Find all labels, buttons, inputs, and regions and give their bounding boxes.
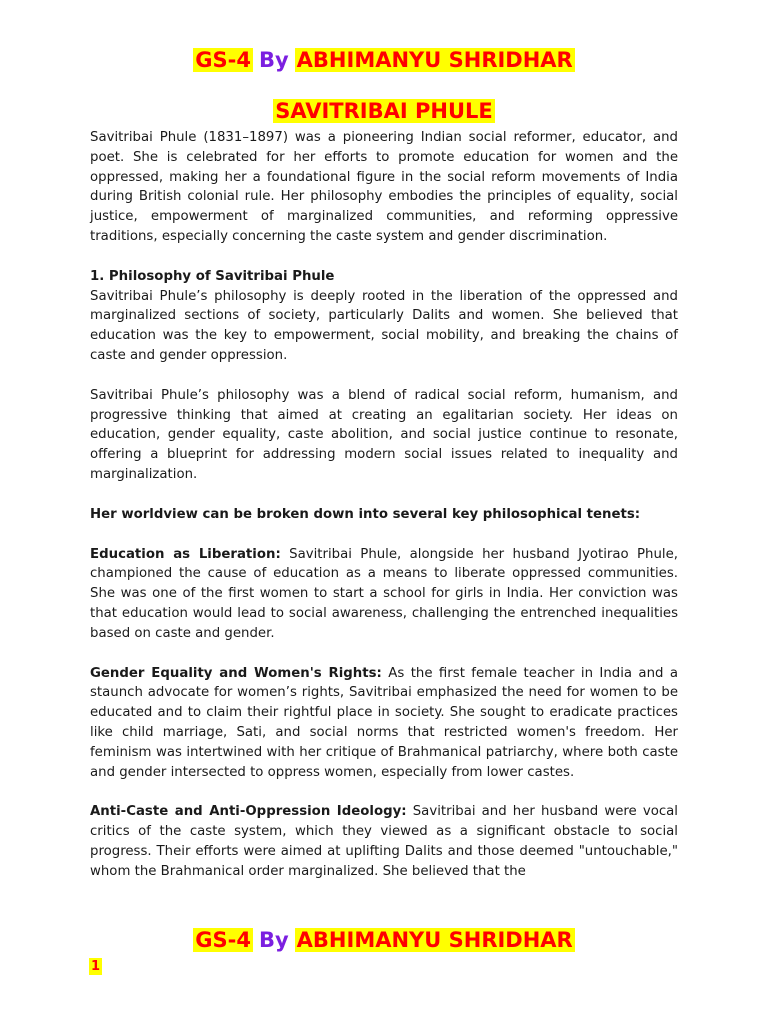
footer-by-label: By <box>258 928 289 952</box>
intro-paragraph: Savitribai Phule (1831–1897) was a pioneering Indian social reformer, educator, and poet. She is celebrated for her efforts to promote education for women and the oppressed, making her a foundational figure in the social reform movements of India during British colonial rule. Her philosophy embodies the principles of equality, social justice, empowerment of marginalized communities, and reforming oppressive traditions, especially concerning the caste system and gender discrimination. <box>90 130 678 244</box>
tenets-heading: Her worldview can be broken down into several key philosophical tenets: <box>90 506 641 522</box>
document-body <box>90 128 678 882</box>
document-title <box>0 96 768 126</box>
footer-author: ABHIMANYU SHRIDHAR <box>296 928 573 952</box>
tenet-paragraph <box>90 802 678 881</box>
header-gs-label: GS-4 <box>195 48 251 72</box>
tenet-lead: Anti-Caste and Anti-Oppression Ideology: <box>90 804 407 820</box>
footer-gs-label: GS-4 <box>195 928 251 952</box>
document-title-text: SAVITRIBAI PHULE <box>275 99 493 123</box>
tenet-text: As the first female teacher in India and a staunch advocate for women’s rights, Savitribai emphasized the need for women to be educated and to claim their rightful place in society. She sought to eradicate practices like child marriage, Sati, and social norms that restricted women's freedom. Her feminism was intertwined with her critique of Brahmanical patriarchy, where both caste and gender intersected to oppress women, especially from lower castes. <box>90 665 678 780</box>
header-author: ABHIMANYU SHRIDHAR <box>296 48 573 72</box>
tenet-lead: Gender Equality and Women's Rights: <box>90 665 382 681</box>
philosophy-paragraph-2: Savitribai Phule’s philosophy was a blend of radical social reform, humanism, and progressive thinking that aimed at creating an egalitarian society. Her ideas on education, gender equality, caste abolition, and social justice continue to resonate, offering a blueprint for addressing modern social issues related to inequality and marginalization. <box>90 387 678 482</box>
tenet-paragraph <box>90 664 678 783</box>
tenet-text: Savitribai and her husband were vocal critics of the caste system, which they viewed as a significant obstacle to social progress. Their efforts were aimed at uplifting Dalits and those deemed "untouchable," whom the Brahmanical order marginalized. She believed that the <box>90 804 678 879</box>
tenet-paragraph <box>90 545 678 644</box>
tenet-lead: Education as Liberation: <box>90 546 281 562</box>
page-header <box>0 45 768 75</box>
header-by-label: By <box>258 48 289 72</box>
section-heading: 1. Philosophy of Savitribai Phule <box>90 268 335 284</box>
philosophy-paragraph-1: Savitribai Phule’s philosophy is deeply rooted in the liberation of the oppressed and marginalized sections of society, particularly Dalits and women. She believed that education was the key to empowerment, social mobility, and breaking the chains of caste and gender oppression. <box>90 288 678 363</box>
page-number: 1 <box>91 959 101 974</box>
tenet-text: Savitribai Phule, alongside her husband Jyotirao Phule, championed the cause of education as a means to liberate oppressed communities. She was one of the first women to start a school for girls in India. Her conviction was that education would lead to social awareness, challenging the entrenched inequalities based on caste and gender. <box>90 546 679 641</box>
page-footer <box>0 925 768 955</box>
